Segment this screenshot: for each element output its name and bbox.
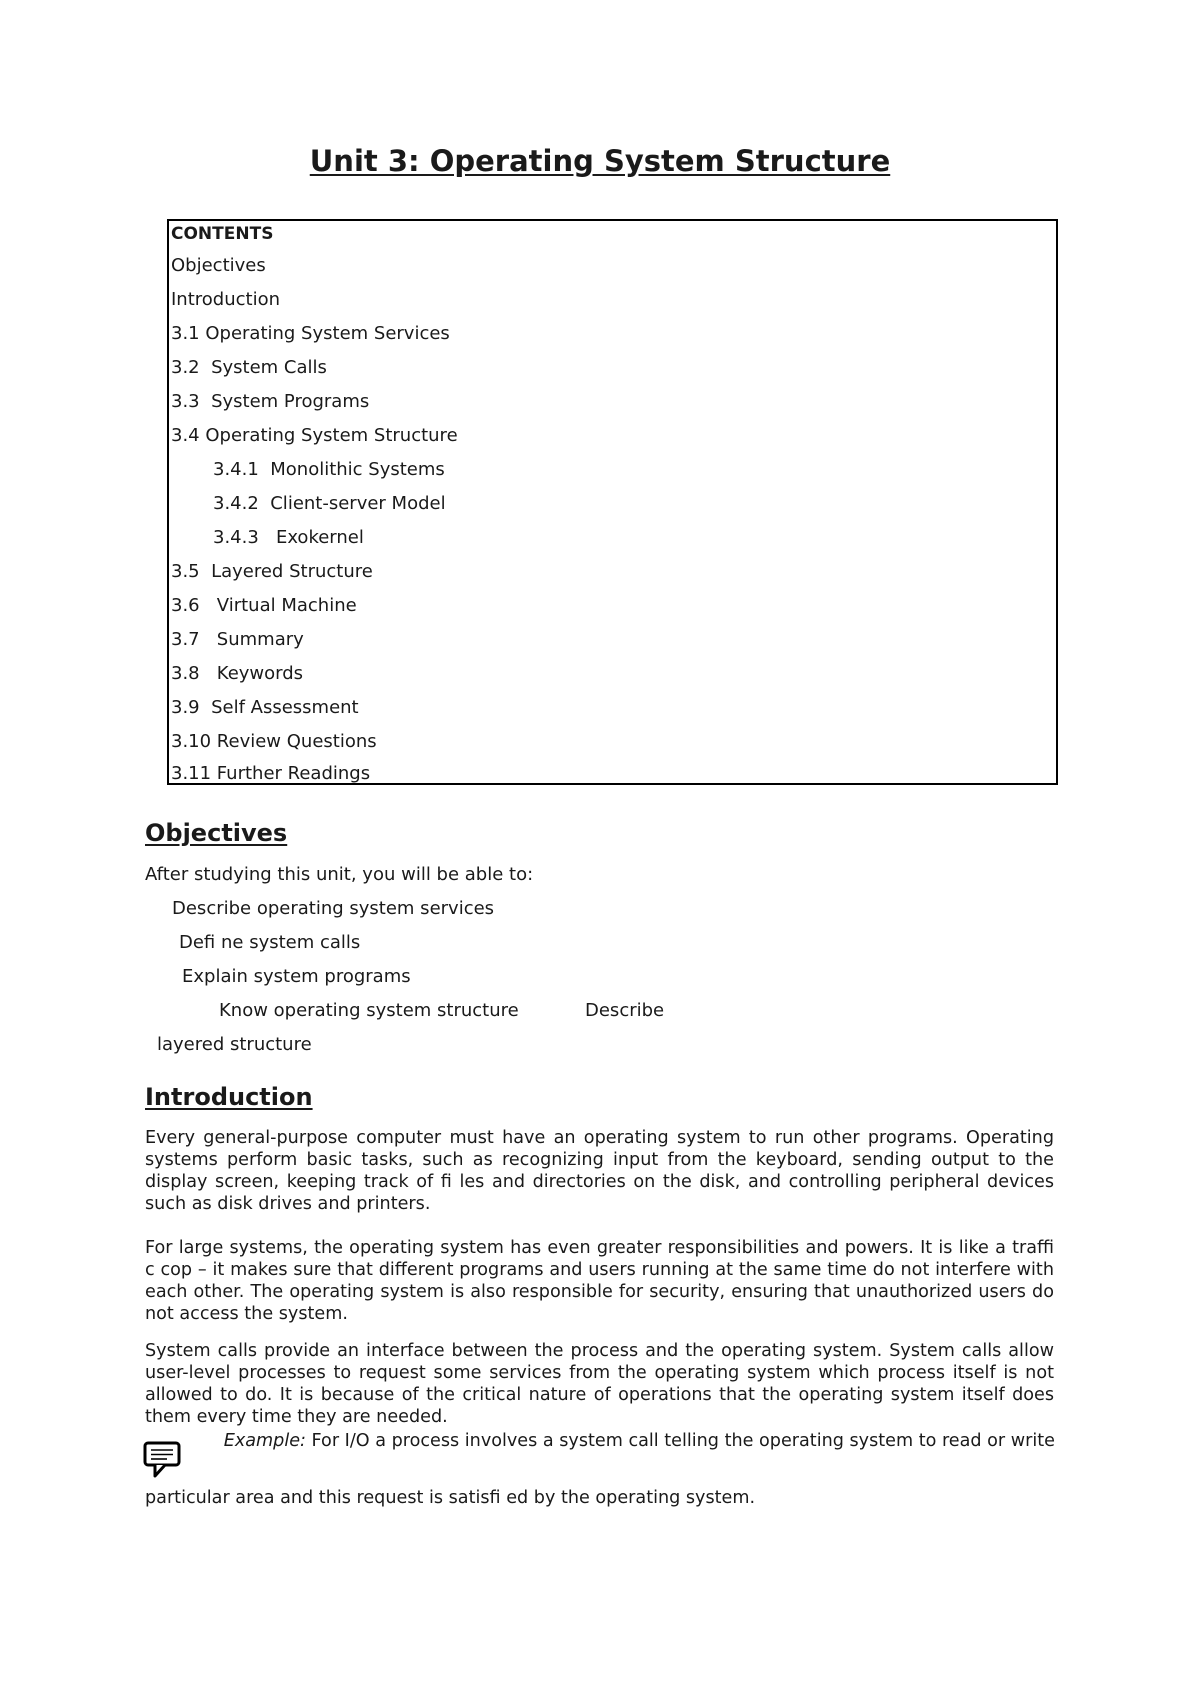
example-speech-icon [143, 1440, 183, 1480]
objective-item: Explain system programs [182, 966, 411, 987]
toc-item: 3.7 Summary [171, 629, 304, 650]
introduction-heading: Introduction [145, 1083, 313, 1111]
unit-title: Unit 3: Operating System Structure [309, 144, 891, 178]
objective-item: layered structure [157, 1034, 312, 1055]
contents-box [167, 219, 1058, 785]
toc-item: Introduction [171, 289, 281, 310]
example-label: Example: [223, 1431, 306, 1451]
toc-item: 3.8 Keywords [171, 663, 304, 684]
toc-item: 3.1 Operating System Services [171, 323, 450, 344]
intro-paragraph-3: System calls provide an interface between the process and the operating system. System calls allow user-level processes to request some services from the operating system which process itself is not allowed to do. It is because of the critical nature of operations that the operating system itself does them every time they are needed. [145, 1341, 1054, 1427]
toc-item: 3.6 Virtual Machine [171, 595, 357, 616]
toc-item: 3.5 Layered Structure [171, 561, 373, 582]
toc-item: 3.9 Self Assessment [171, 697, 359, 718]
toc-item: 3.2 System Calls [171, 357, 327, 378]
objective-item: Defi ne system calls [179, 932, 361, 953]
toc-subitem: 3.4.3 Exokernel [213, 527, 364, 548]
objectives-heading: Objectives [145, 819, 288, 847]
toc-subitem: 3.4.1 Monolithic Systems [213, 459, 445, 480]
intro-paragraph-1: Every general-purpose computer must have an operating system to run other programs. Operating systems perform basic tasks, such as recognizing input from the keyboard, sending output to the display screen, keeping track of fi les and directories on the disk, and controlling peripheral devices such as disk drives and printers. [145, 1128, 1054, 1214]
toc-item: 3.10 Review Questions [171, 731, 377, 752]
toc-item: 3.11 Further Readings [171, 763, 371, 784]
example-text: For I/O a process involves a system call telling the operating system to read or write [305, 1431, 1055, 1451]
intro-paragraph-2: For large systems, the operating system has even greater responsibilities and powers. It is like a traffi c cop – it makes sure that different programs and users running at the same time do not interfere with each other. The operating system is also responsible for security, ensuring that unauthorized users do not access the system. [145, 1238, 1054, 1324]
objective-item: Describe operating system services [172, 898, 495, 919]
objectives-intro: After studying this unit, you will be able to: [145, 864, 534, 885]
example-line [185, 1430, 1055, 1452]
example-continuation: particular area and this request is satisfi ed by the operating system. [145, 1488, 756, 1508]
toc-item: 3.3 System Programs [171, 391, 370, 412]
toc-subitem: 3.4.2 Client-server Model [213, 493, 446, 514]
objective-item: Know operating system structure [219, 1000, 519, 1021]
contents-heading: CONTENTS [171, 224, 274, 244]
objective-item: Describe [585, 1000, 665, 1021]
toc-item: 3.4 Operating System Structure [171, 425, 458, 446]
toc-item: Objectives [171, 255, 266, 276]
